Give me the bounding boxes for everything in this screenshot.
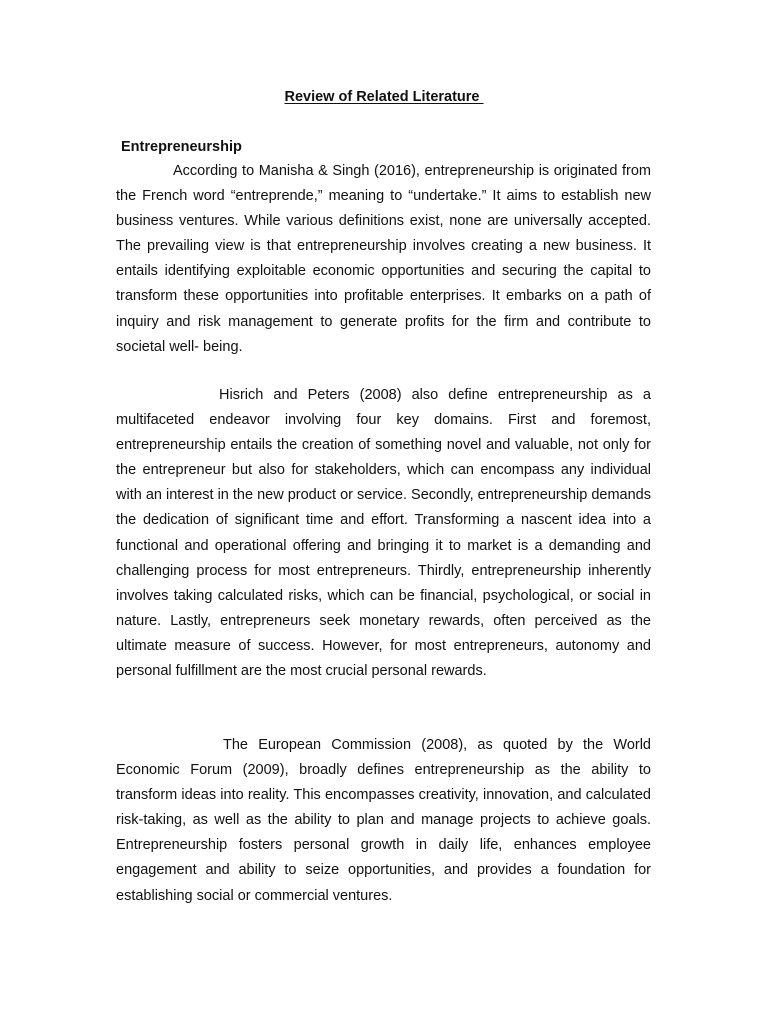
page-title [0,87,768,107]
paragraph-3: The European Commission (2008), as quoted by the World Economic Forum (2009), broadly defines entrepreneurship as the ability to transform ideas into reality. This encompasses creativity, innovation, and calculated risk-taking, as well as the ability to plan and manage projects to achieve goals. Entrepreneurship fosters personal growth in daily life, enhances employee engagement and ability to seize opportunities, and provides a foundation for establishing social or commercial ventures. [116,737,651,904]
section-heading: Entrepreneurship [121,139,242,155]
paragraph-1: According to Manisha & Singh (2016), entrepreneurship is originated from the French word “entreprende,” meaning to “undertake.” It aims to establish new business ventures. While various definitions exist, none are universally accepted. The prevailing view is that entrepreneurship involves creating a new business. It entails identifying exploitable economic opportunities and securing the capital to transform these opportunities into profitable enterprises. It embarks on a path of inquiry and risk management to generate profits for the firm and contribute to societal well- being. [116,163,651,355]
paragraph-2: Hisrich and Peters (2008) also define entrepreneurship as a multifaceted endeavor involving four key domains. First and foremost, entrepreneurship entails the creation of something novel and valuable, not only for the entrepreneur but also for stakeholders, which can encompass any individual with an interest in the new product or service. Secondly, entrepreneurship demands the dedication of significant time and effort. Transforming a nascent idea into a functional and operational offering and bringing it to market is a demanding and challenging process for most entrepreneurs. Thirdly, entrepreneurship inherently involves taking calculated risks, which can be financial, psychological, or social in nature. Lastly, entrepreneurs seek monetary rewards, often perceived as the ultimate measure of success. However, for most entrepreneurs, autonomy and personal fulfillment are the most crucial personal rewards. [116,387,651,680]
page-title-text: Review of Related Literature [284,89,484,105]
